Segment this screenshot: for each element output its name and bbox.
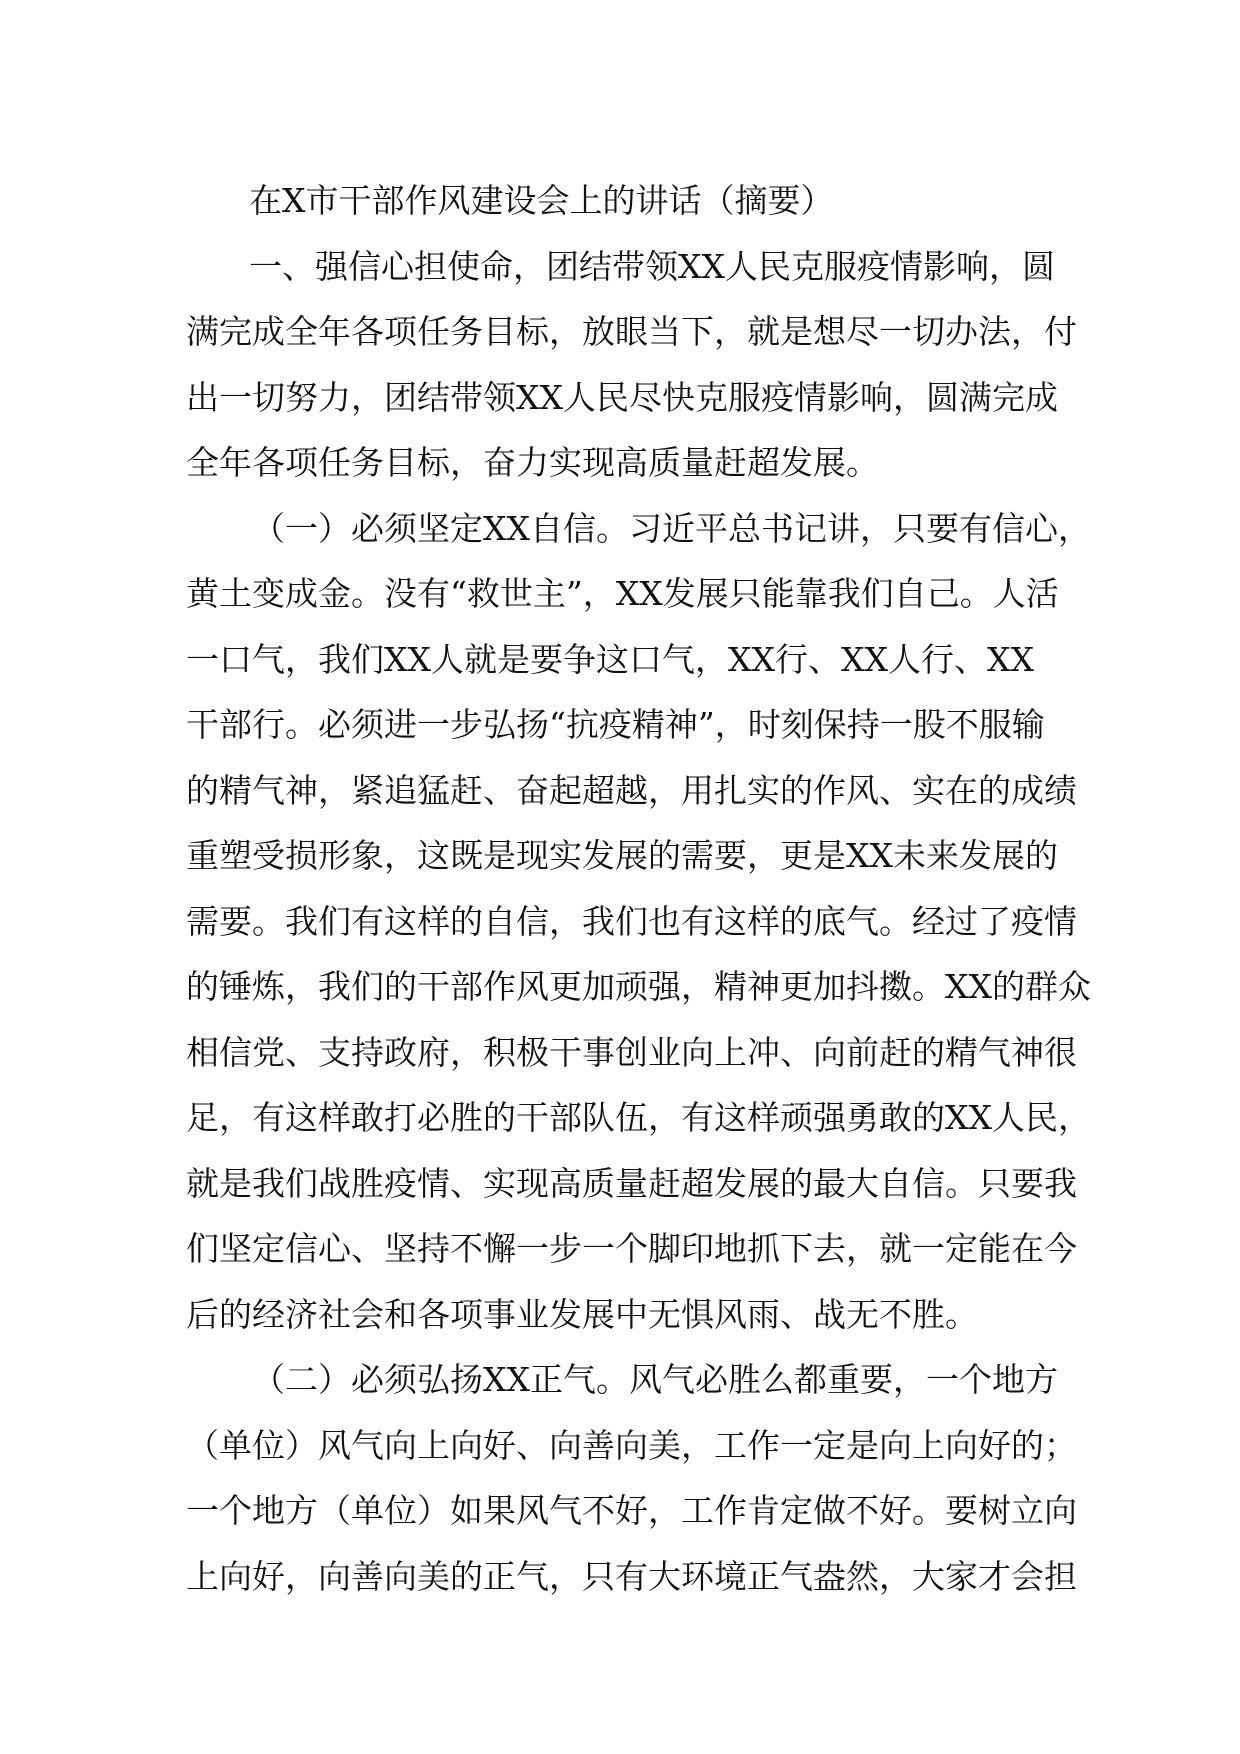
text-line: 就是我们战胜疫情、实现高质量赶超发展的最大自信。只要我 <box>186 1163 1077 1203</box>
text-line: 后的经济社会和各项事业发展中无惧风雨、战无不胜。 <box>186 1294 978 1334</box>
text-line: 的锤炼，我们的干部作风更加顽强，精神更加抖擞。XX的群众 <box>186 967 1091 1006</box>
text-line: 们坚定信心、坚持不懈一步一个脚印地抓下去，就一定能在今 <box>186 1229 1077 1268</box>
document-body <box>186 168 1091 1609</box>
text-line: 需要。我们有这样的自信，我们也有这样的底气。经过了疫情 <box>186 901 1077 941</box>
text-line: 一个地方（单位）如果风气不好，工作肯定做不好。要树立向 <box>186 1491 1077 1530</box>
text-line: （二）必须弘扬XX正气。风气必胜么都重要，一个地方 <box>252 1360 1058 1399</box>
text-line: 一、强信心担使命，团结带领XX人民克服疫情影响，圆 <box>249 246 1055 286</box>
text-line: 黄土变成金。没有“救世主”，XX发展只能靠我们自己。人活 <box>186 574 1059 613</box>
text-line: （单位）风气向上向好、向善向美，工作一定是向上向好的； <box>186 1425 1077 1465</box>
text-line: 一口气，我们XX人就是要争这口气，XX行、XX人行、XX <box>186 639 1034 679</box>
text-line: 相信党、支持政府，积极干事创业向上冲、向前赶的精气神很 <box>186 1032 1077 1072</box>
text-line: 足，有这样敢打必胜的干部队伍，有这样顽强勇敢的XX人民， <box>186 1098 1091 1137</box>
text-line: 的精气神，紧追猛赶、奋起超越，用扎实的作风、实在的成绩 <box>186 770 1077 810</box>
text-line: 全年各项任务目标，奋力实现高质量赶超发展。 <box>186 443 879 482</box>
text-line: 满完成全年各项任务目标，放眼当下，就是想尽一切办法，付 <box>186 312 1077 351</box>
text-line: 干部行。必须进一步弘扬“抗疫精神”，时刻保持一股不服输 <box>186 705 1045 744</box>
text-line: 上向好，向善向美的正气，只有大环境正气盎然，大家才会担 <box>186 1556 1077 1596</box>
text-line: 出一切努力，团结带领XX人民尽快克服疫情影响，圆满完成 <box>186 377 1058 417</box>
text-line: （一）必须坚定XX自信。习近平总书记讲，只要有信心， <box>252 508 1091 548</box>
document-title: 在X市干部作风建设会上的讲话（摘要） <box>249 181 834 220</box>
text-line: 重塑受损形象，这既是现实发展的需要，更是XX未来发展的 <box>186 836 1058 875</box>
